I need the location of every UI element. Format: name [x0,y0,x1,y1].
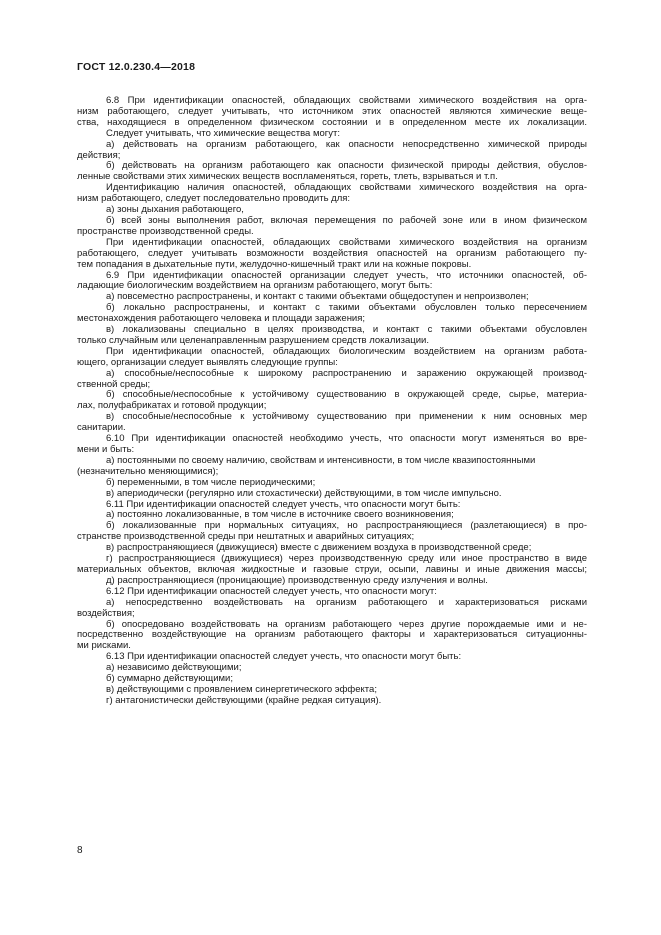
page-number: 8 [77,845,83,856]
text-line: 6.13 При идентификации опасностей следует учесть, что опасности могут быть: [106,651,462,663]
text-line: местонахождения работающего человека и площади заражения; [77,313,366,325]
text-line: тем попадания в дыхательные пути, желудочно-кишечный тракт или на кожные покровы. [77,258,472,270]
text-line: ющего, организации следует выявлять следующие группы: [77,356,338,368]
text-line: санитарии. [77,422,126,434]
document-header: ГОСТ 12.0.230.4—2018 [77,61,196,73]
text-line: работающего, следует учитывать возможности воздействия опасностей на организм работающего пу- [77,247,587,259]
text-line: При идентификации опасностей, обладающих биологическим воздействием на организм работа- [106,345,587,357]
text-line: а) зоны дыхания работающего, [106,204,244,216]
text-line: ства, находящиеся в определенном физическом состоянии и в определенном месте их локализации. [77,116,587,128]
text-line: 6.12 При идентификации опасностей следует учесть, что опасности могут: [106,585,437,597]
text-line: Идентификацию наличия опасностей, обладающих свойствами химического воздействия на орга- [106,182,587,194]
text-line: а) постоянными по своему наличию, свойствам и интенсивности, в том числе квазипостоянными [106,454,536,466]
text-line: в) апериодически (регулярно или стохастически) действующими, в том числе импульсно. [106,487,502,499]
text-line: 6.9 При идентификации опасностей организации следует учесть, что источники опасностей, об- [106,269,587,281]
text-line: ми рисками. [77,640,131,652]
text-line: а) непосредственно воздействовать на организм работающего и характеризоваться рисками [106,596,587,608]
text-line: посредственно воздействующие на организм работающего факторы и характеризоваться ситуационны- [77,629,587,641]
text-line: ладающие биологическим воздействием на организм работающего, могут быть: [77,280,433,292]
text-line: только случайным или целенаправленным разрушением средств локализации. [77,334,429,346]
text-line: а) действовать на организм работающего, как опасности непосредственно химической природы [106,138,587,150]
text-line: а) способные/неспособные к широкому распространению и заражению окружающей производ- [106,367,587,379]
text-line: б) переменными, в том числе периодическими; [106,476,316,488]
text-line: При идентификации опасностей, обладающих свойствами химического воздействия на организм [106,236,587,248]
text-line: б) суммарно действующими; [106,673,233,685]
text-line: б) опосредовано воздействовать на организм работающего через другие порождаемые ими и не- [106,618,587,630]
text-line: б) локально распространены, и контакт с такими объектами обусловлен только пересечением [106,302,587,314]
text-line: мени и быть: [77,444,135,455]
text-line: 6.10 При идентификации опасностей необходимо учесть, что опасности могут изменяться во вре- [106,433,587,445]
text-line: Следует учитывать, что химические вещества могут: [106,127,340,139]
document-body [77,96,587,707]
text-line: странстве производственной среды при нештатных и аварийных ситуациях; [77,531,415,543]
text-line: в) действующими с проявлением синергетического эффекта; [106,683,377,695]
text-line: материальных объектов, включая жидкостные и газовые струи, осыпи, лавины и иные движения массы; [77,563,587,575]
text-line: 6.11 При идентификации опасностей следует учесть, что опасности могут быть: [106,498,461,510]
text-line: низм работающего, следует последовательно проводить для: [77,193,351,205]
text-line: воздействия; [77,607,135,619]
text-line: лах, полуфабрикатах и готовой продукции; [77,400,267,412]
text-line: а) независимо действующими; [106,662,242,674]
text-line: д) распространяющиеся (проницающие) производственную среду излучения и волны. [106,574,488,586]
text-line: б) способные/неспособные к устойчивому существованию в окружающей среде, сырье, материа- [106,389,587,401]
text-line: (незначительно меняющимися); [77,465,219,477]
text-line: г) распространяющиеся (движущиеся) через производственную среду или иное пространство в виде [106,553,587,565]
text-line: б) всей зоны выполнения работ, включая перемещения по рабочей зоне или в ином физическом [106,214,587,226]
text-line: г) антагонистически действующими (крайне редкая ситуация). [106,694,382,706]
text-line: 6.8 При идентификации опасностей, обладающих свойствами химического воздействия на орга- [106,95,587,106]
text-line: а) постоянно локализованные, в том числе в источнике своего возникновения; [106,509,454,521]
text-line: ственной среды; [77,378,151,390]
text-line: в) распространяющиеся (движущиеся) вместе с движением воздуха в производственной среде; [106,542,532,554]
text-line: ленные свойствами этих химических веществ воспламеняться, гореть, тлеть, взрываться и т.п. [77,171,498,183]
text-line: а) повсеместно распространены, и контакт с такими объектами общедоступен и непроизволен; [106,291,529,303]
text-line: б) локализованные при нормальных ситуациях, но распространяющиеся (разлетающиеся) в про- [106,520,587,532]
text-line: низм работающего, следует учитывать, что источником этих опасностей являются химические веще- [77,105,587,117]
text-line: б) действовать на организм работающего как опасности физической природы действия, обуслов- [106,160,587,172]
text-line: в) локализованы специально в целях производства, и контакт с такими объектами обусловлен [106,324,587,336]
text-line: пространстве производственной среды. [77,225,254,237]
text-line: действия; [77,149,121,161]
text-line: в) способные/неспособные к устойчивому существованию при применении к ним основных мер [106,411,587,423]
